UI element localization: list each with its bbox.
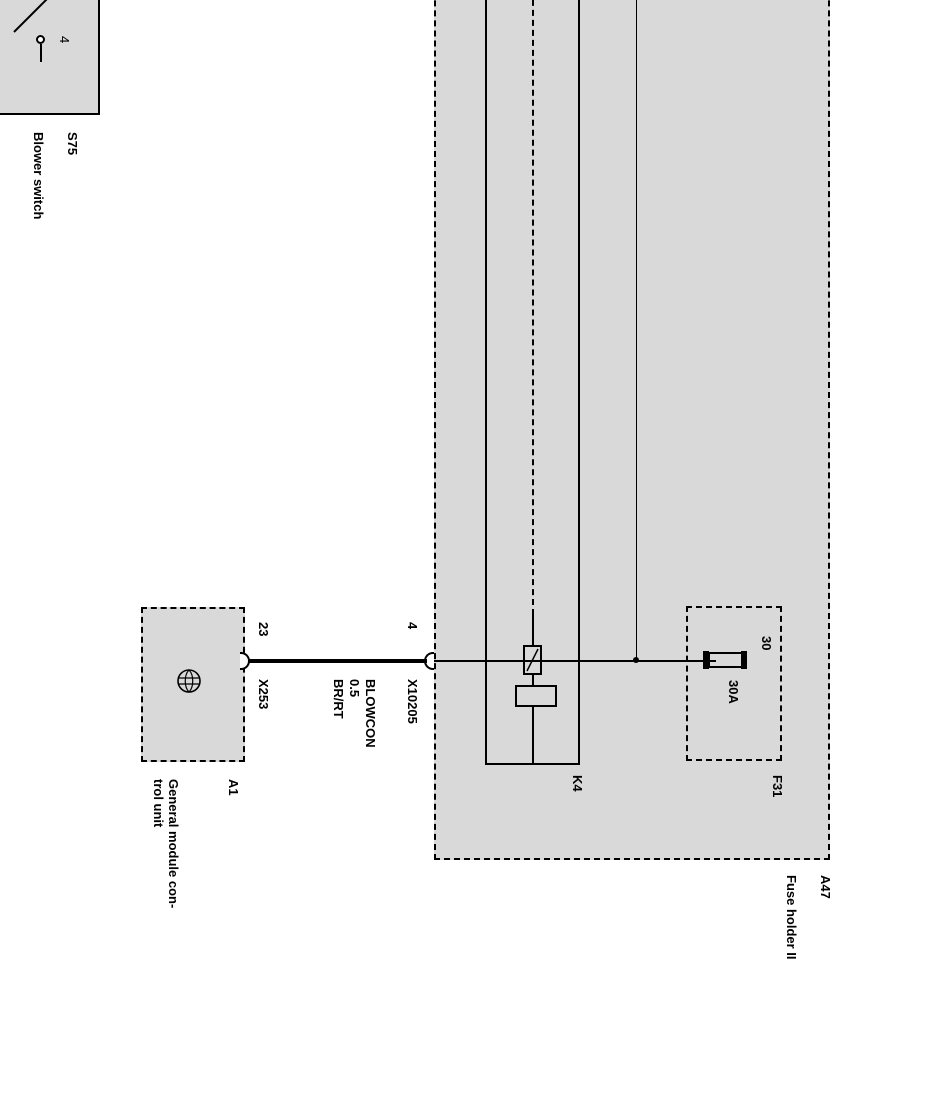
s75-name: Blower switch [31, 132, 46, 220]
k4-designation: K4 [570, 775, 585, 792]
wire-blowcon [249, 659, 427, 663]
x10205-connector-label: X10205 [405, 679, 420, 724]
a1-name-line2: trol unit [151, 779, 166, 828]
s75-switch-lever [8, 0, 68, 40]
f31-designation: F31 [770, 775, 785, 798]
a1-designation: A1 [226, 779, 241, 796]
s75-pin-4-label: 4 [57, 36, 72, 44]
k4-contact-symbol [515, 685, 557, 707]
a47-name: Fuse holder II [784, 875, 799, 960]
x10205-pin-4-label: 4 [405, 622, 420, 630]
k4-coil-lead-bottom [532, 675, 534, 685]
wire-size-label: 0.5 [347, 679, 362, 698]
a47-internal-branch-wire [636, 0, 637, 662]
k4-contact-lead-bottom [532, 707, 534, 765]
wire-signal-label: BLOWCON [363, 679, 378, 748]
s75-pin4-terminal [36, 35, 45, 44]
a47-designation: A47 [818, 875, 833, 899]
control-unit-icon [176, 668, 202, 694]
wire-colour-label: BR/RT [331, 679, 346, 719]
k4-mechanical-link [532, 0, 534, 645]
f31-fuse-cap-right [741, 651, 747, 669]
f31-terminal-30-label: 30 [759, 636, 774, 651]
a1-name-line1: General module con- [166, 779, 181, 909]
junction-dot-f31-branch [633, 657, 639, 663]
f31-rating-label: 30A [726, 680, 741, 704]
a1-connector-x253-label: X253 [256, 679, 271, 710]
a47-internal-wire [434, 660, 716, 662]
s75-pin4-lead [40, 44, 42, 62]
k4-coil-lead-top [532, 615, 534, 645]
a1-pin-23-label: 23 [256, 622, 271, 637]
s75-designation: S75 [65, 132, 80, 156]
